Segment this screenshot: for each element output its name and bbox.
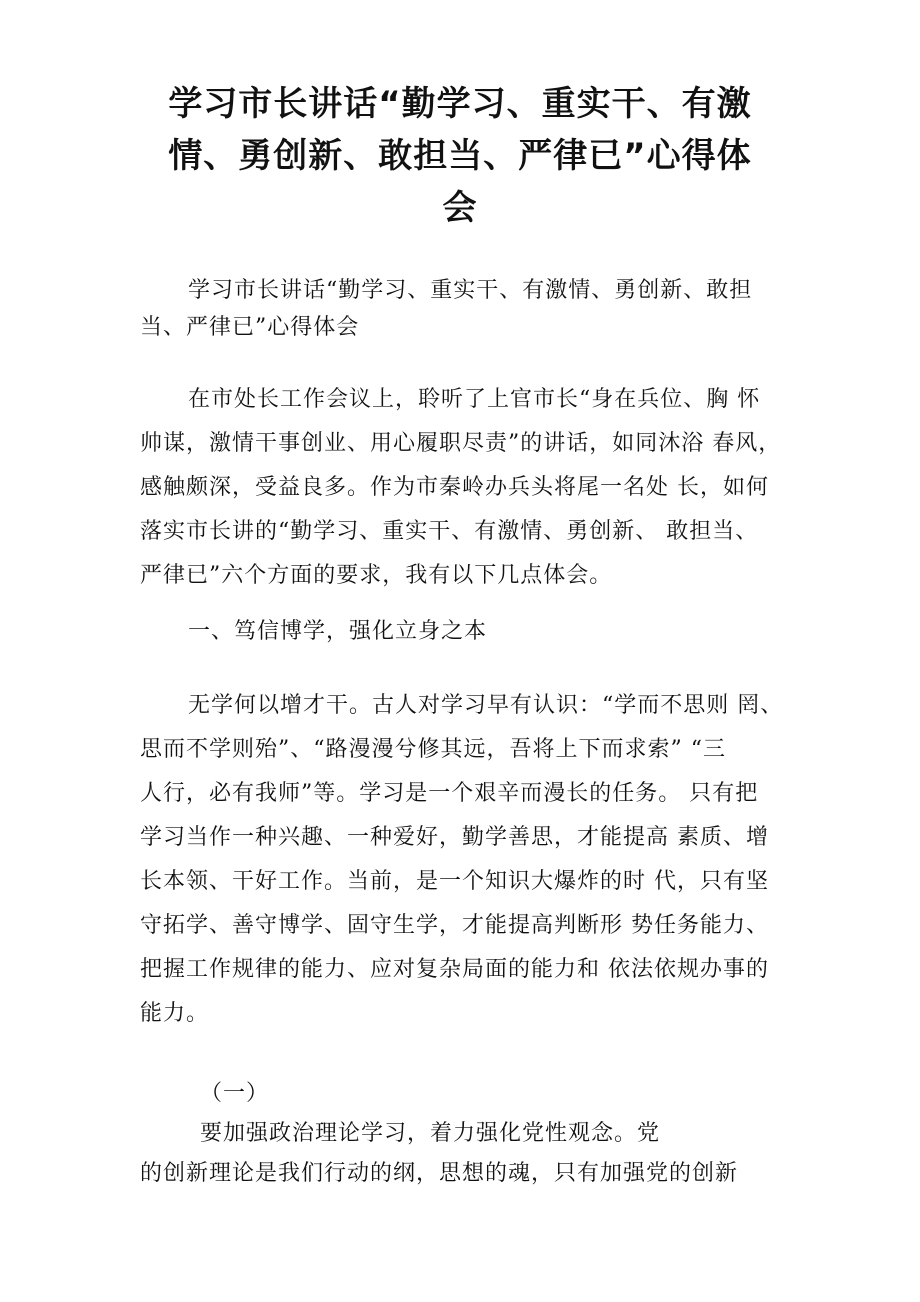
- body-line: 长本领、干好工作。当前，是一个知识大爆炸的时 代，只有坚: [140, 869, 769, 894]
- intro-paragraph: [140, 378, 816, 598]
- title-line: 情、勇创新、敢担当、严律已”心得体: [168, 136, 752, 176]
- body-line: 学习当作一种兴趣、一种爱好，勤学善思，才能提高 素质、增: [140, 825, 769, 850]
- body-paragraph: [140, 684, 816, 1036]
- point-one-paragraph: [140, 1074, 816, 1194]
- section-heading-text: 一、笃信博学，强化立身之本: [188, 619, 488, 644]
- intro-line: 帅谋，激情干事创业、用心履职尽责”的讲话，如同沐浴 春风，: [140, 431, 782, 456]
- body-line: 能力。: [140, 1001, 210, 1026]
- intro-line: 落实市长讲的“勤学习、重实干、有激情、勇创新、 敢担当、: [140, 519, 759, 544]
- body-line: 把握工作规律的能力、应对复杂局面的能力和 依法依规办事的: [140, 957, 769, 982]
- intro-line: 严律已”六个方面的要求，我有以下几点体会。: [140, 563, 613, 588]
- page-title: [110, 78, 810, 234]
- body-line: 无学何以增才干。古人对学习早有认识：“学而不思则 罔、: [188, 693, 784, 718]
- body-line: 人行，必有我师”等。学习是一个艰辛而漫长的任务。 只有把: [140, 781, 759, 806]
- body-line: 思而不学则殆”、“路漫漫兮修其远，吾将上下而求索” “三: [140, 737, 726, 762]
- subtitle-line: 当、严律已”心得体会: [140, 315, 360, 340]
- point-one-first-line: [140, 1074, 816, 1154]
- point-one-line: 的创新理论是我们行动的纲，思想的魂，只有加强党的创新: [140, 1161, 739, 1186]
- title-line: 学习市长讲话“勤学习、重实干、有激: [168, 84, 752, 124]
- subtitle-line: 学习市长讲话“勤学习、重实干、有激情、勇创新、敢担: [188, 278, 753, 303]
- title-line: 会: [442, 188, 478, 228]
- point-one-line: 要加强政治理论学习，着力强化党性观念。党: [200, 1121, 661, 1146]
- point-one-label: （一）: [200, 1081, 270, 1106]
- body-line: 守拓学、善守博学、固守生学，才能提高判断形 势任务能力、: [140, 913, 769, 938]
- intro-line: 在市处长工作会议上，聆听了上官市长“身在兵位、胸 怀: [188, 387, 761, 412]
- section-heading: [140, 612, 816, 652]
- intro-line: 感触颇深，受益良多。作为市秦岭办兵头将尾一名处 长，如何: [140, 475, 769, 500]
- subtitle-paragraph: [140, 272, 816, 346]
